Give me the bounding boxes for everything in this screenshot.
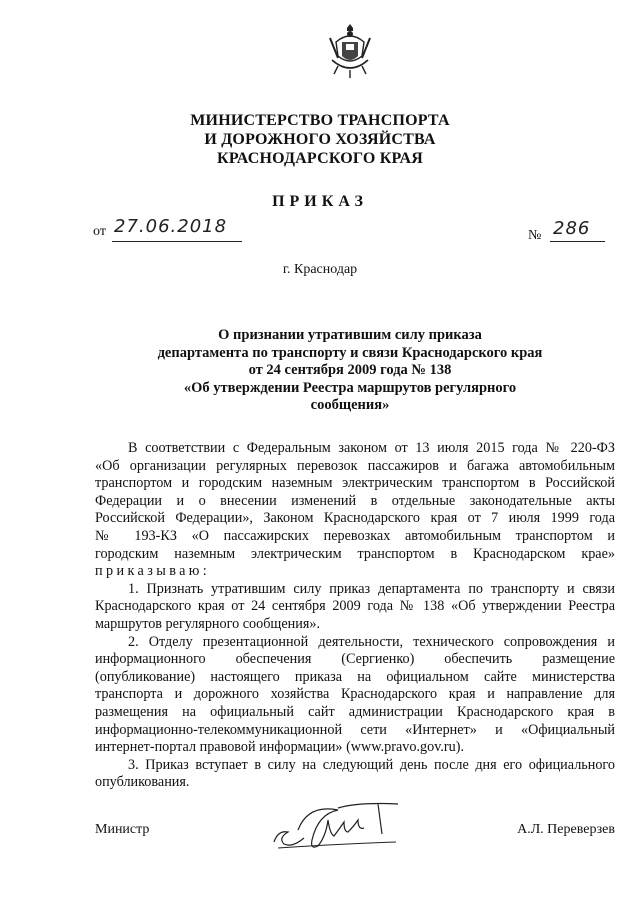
subject-line: сообщения» <box>310 397 390 413</box>
subject-line: от 24 сентября 2009 года № 138 <box>248 362 452 378</box>
subject-line: департамента по транспорту и связи Краснодарского края <box>157 344 543 361</box>
document-type-heading: ПРИКАЗ <box>272 193 368 210</box>
date-prefix: от <box>93 224 106 239</box>
body-line: опубликования. <box>95 774 190 791</box>
body-line: № 193-КЗ «О пассажирских перевозках автомобильным транспортом и <box>95 527 615 544</box>
body-line: Российской Федерации», Законом Краснодарского края от 7 июля 1999 года <box>95 510 615 527</box>
number-underline <box>550 241 605 242</box>
body-line: приказываю: <box>95 563 211 580</box>
order-subject <box>60 327 640 415</box>
ministry-name-line1: МИНИСТЕРСТВО ТРАНСПОРТА <box>190 112 450 129</box>
body-line: 3. Приказ вступает в силу на следующий день после дня его официального <box>128 756 615 773</box>
subject-line: О признании утратившим силу приказа <box>218 327 482 343</box>
body-line: (опубликование) настоящего приказа на официальном сайте министерства <box>95 668 615 685</box>
date-underline <box>112 241 242 242</box>
body-line: размещения на официальный сайт администрации Краснодарского края в <box>95 703 615 720</box>
signatory-title: Министр <box>95 822 150 837</box>
body-line: В соответствии с Федеральным законом от 13 июля 2015 года № 220-ФЗ <box>128 440 615 456</box>
body-line: «Об организации регулярных перевозок пассажиров и багажа автомобильным <box>95 457 615 474</box>
number-prefix: № <box>528 228 542 243</box>
body-line: 2. Отделу презентационной деятельности, технического сопровождения и <box>128 633 615 650</box>
body-line: Краснодарского края от 24 сентября 2009 года № 138 «Об утверждении Реестра <box>95 598 615 615</box>
handwritten-date: 27.06.2018 <box>114 216 228 237</box>
body-line: информационного обеспечения (Сергиенко) обеспечить размещение <box>95 651 615 668</box>
signatory-name: А.Л. Переверзев <box>517 822 615 837</box>
subject-line: «Об утверждении Реестра маршрутов регулярного <box>183 379 517 396</box>
city-label: г. Краснодар <box>282 262 358 277</box>
ministry-name-line2: И ДОРОЖНОГО ХОЗЯЙСТВА <box>204 131 436 148</box>
body-line: маршрутов регулярного сообщения». <box>95 615 320 632</box>
body-line: 1. Признать утратившим силу приказ департамента по транспорту и связи <box>128 580 615 597</box>
body-line: транспортом и городским наземным электрическим транспортом в Российской <box>95 475 615 492</box>
handwritten-number: 286 <box>553 218 591 239</box>
order-body <box>95 440 615 792</box>
ministry-name-line3: КРАСНОДАРСКОГО КРАЯ <box>217 150 423 167</box>
coat-of-arms-emblem <box>326 20 374 80</box>
body-line: Федерации и о внесении изменений в отдельные законодательные акты <box>95 492 615 509</box>
body-line: информационно-телекоммуникационной сети «Интернет» и «Официальный <box>95 721 615 738</box>
body-line: транспорта и дорожного хозяйства Краснодарского края и направление для <box>95 686 615 703</box>
body-line: интернет-портал правовой информации» (www.pravo.gov.ru). <box>95 739 464 756</box>
handwritten-signature <box>268 800 408 860</box>
body-line: городским наземным электрическим транспортом в Краснодарском крае» <box>95 545 615 562</box>
